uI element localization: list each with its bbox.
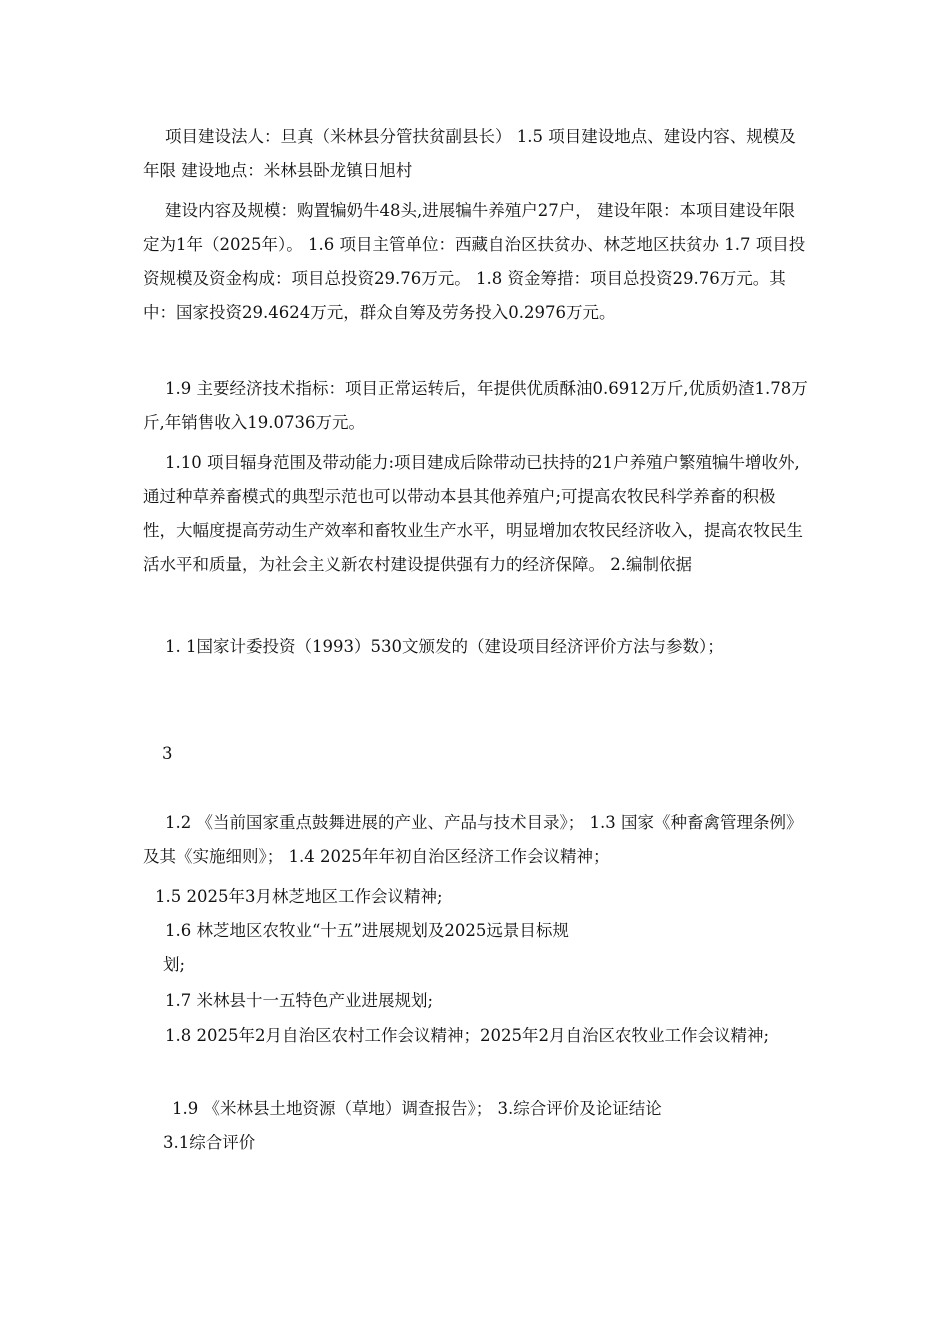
paragraph-basis-1-1: 1. 1国家计委投资（1993）530文颁发的（建设项目经济评价方法与参数）； (165, 637, 724, 656)
paragraph-construction-content: 建设内容及规模：购置犏奶牛48头,进展犏牛养殖户27户， 建设年限：本项目建设年限定为1年（2025年）。 1.6 项目主管单位：西藏自治区扶贫办、林芝地区扶贫办 1.7 项目投资规模及资金构成：项目总投资29.76万元。 1.8 资金筹措：项目总投资29.76万元。其中：国家投资29.4624万元，群众自筹及劳务投入0.2976万元。 (143, 201, 806, 322)
heading-comprehensive-evaluation: 3.1综合评价 (163, 1133, 256, 1152)
line-basis-1-7: 1.7 米林县十一五特色产业进展规划; (165, 991, 434, 1010)
page-number: 3 (162, 744, 173, 763)
paragraph-basis-1-8: 1.8 2025年2月自治区农村工作会议精神；2025年2月自治区农牧业工作会议精神; (165, 1026, 770, 1045)
paragraph-economic-indicators: 1.9 主要经济技术指标：项目正常运转后，年提供优质酥油0.6912万斤,优质奶渣1.78万斤,年销售收入19.0736万元。 (143, 379, 808, 432)
paragraph-radiation-scope: 1.10 项目辐身范围及带动能力:项目建成后除带动已扶持的21户养殖户繁殖犏牛增收外,通过种草养畜模式的典型示范也可以带动本县其他养殖户;可提高农牧民科学养畜的积极性，大幅度提高劳动生产效率和畜牧业生产水平，明显增加农牧民经济收入，提高农牧民生活水平和质量，为社会主义新农村建设提供强有力的经济保障。 2.编制依据 (143, 453, 803, 574)
paragraph-project-legal-person: 项目建设法人：旦真（米林县分管扶贫副县长） 1.5 项目建设地点、建设内容、规模及年限 建设地点：米林县卧龙镇日旭村 (143, 127, 796, 180)
line-basis-1-6: 1.6 林芝地区农牧业“十五”进展规划及2025远景目标规 (165, 921, 569, 940)
paragraph-basis-1-2: 1.2 《当前国家重点鼓舞进展的产业、产品与技术目录》； 1.3 国家《种畜禽管理条例》及其《实施细则》； 1.4 2025年年初自治区经济工作会议精神； (143, 813, 803, 866)
line-basis-1-6-cont: 划; (163, 955, 186, 974)
line-basis-1-5: 1.5 2025年3月林芝地区工作会议精神; (155, 887, 443, 906)
line-basis-1-9: 1.9 《米林县土地资源（草地）调查报告》； 3.综合评价及论证结论 (172, 1099, 662, 1118)
